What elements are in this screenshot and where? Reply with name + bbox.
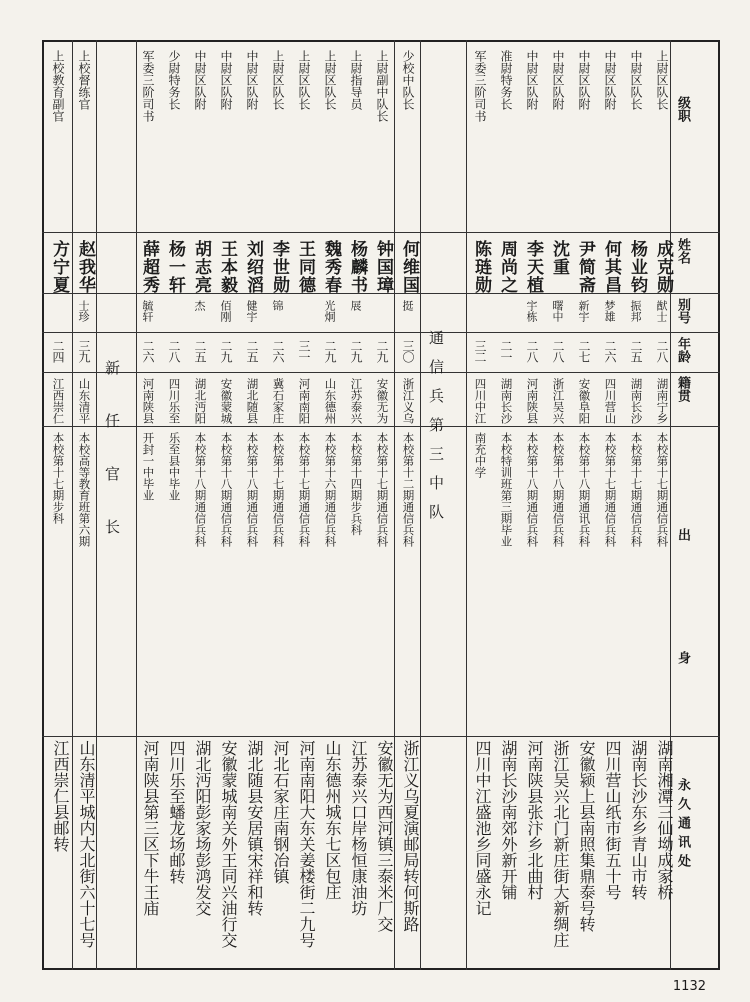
row-13-address: 河南南阳大东关姜楼街二九号 [297,740,316,948]
grid-row-line [42,372,720,373]
row-20-alias: 士珍 [77,300,90,322]
header-age: 年龄 [675,337,690,363]
row-6-age: 二八 [525,340,539,362]
row-21-origin: 本校第十七期步科 [51,432,66,524]
row-4-alias: 新宇 [577,300,590,322]
section-signal-third-company: 通信兵第三中队 [427,330,445,533]
row-3-native: 四川营山 [603,378,618,424]
row-15-age: 二五 [245,340,259,362]
row-12-age: 二九 [323,340,337,362]
row-10-origin: 本校第十七期通信兵科 [375,432,390,547]
row-6-rank: 中尉区队附 [525,50,539,110]
row-8-rank: 军委三阶司书 [473,50,487,122]
row-18-name: 杨一轩 [165,240,185,294]
row-2-rank: 中尉区队长 [629,50,643,110]
grid-row-line [42,332,720,333]
header-name: 姓名 [675,238,690,264]
row-9-origin: 本校第十二期通信兵科 [401,432,416,547]
row-4-address: 安徽颍上县南照集鼎泰号转 [577,740,596,932]
row-1-alias: 猷士 [655,300,668,322]
row-7-name: 周尚之 [497,240,517,294]
row-5-address: 浙江吴兴北门新庄街大新绸庄 [551,740,570,948]
row-14-address: 河北石家庄南钢冶镇 [271,740,290,884]
row-4-name: 尹简斋 [575,240,595,294]
header-address: 永久通讯处 [675,778,690,873]
row-8-native: 四川中江 [473,378,488,424]
row-12-rank: 上尉区队长 [323,50,337,110]
row-14-origin: 本校第十七期通信兵科 [271,432,286,547]
row-14-alias: 锦 [271,300,284,311]
grid-row-line [42,736,720,737]
page-number: 1132 [672,979,706,994]
grid-column-line [96,40,97,970]
row-6-name: 李天植 [523,240,543,294]
row-18-address: 四川乐至蟠龙场邮转 [167,740,186,884]
row-14-rank: 上尉区队长 [271,50,285,110]
row-12-origin: 本校第十六期通信兵科 [323,432,338,547]
row-19-origin: 开封一中毕业 [141,432,156,501]
row-19-native: 河南陕县 [141,378,156,424]
header-native: 籍贯 [675,376,690,402]
row-16-rank: 中尉区队附 [219,50,233,110]
row-6-native: 河南陕县 [525,378,540,424]
row-2-address: 湖南长沙东乡青山市转 [629,740,648,900]
row-3-name: 何其昌 [601,240,621,294]
row-9-age: 三〇 [401,340,415,362]
row-17-rank: 中尉区队附 [193,50,207,110]
row-15-native: 湖北随县 [245,378,260,424]
row-3-alias: 梦雄 [603,300,616,322]
row-15-rank: 中尉区队附 [245,50,259,110]
row-9-rank: 少校中队长 [401,50,415,110]
row-13-rank: 上尉区队长 [297,50,311,110]
row-21-address: 江西崇仁县邮转 [51,740,70,852]
row-12-name: 魏秀春 [321,240,341,294]
row-4-origin: 本校第十八期通讯兵科 [577,432,592,547]
row-11-address: 江苏泰兴口岸杨恒康油坊 [349,740,368,916]
row-10-rank: 上尉副中队长 [375,50,389,122]
row-15-address: 湖北随县安居镇宋祥和转 [245,740,264,916]
row-16-alias: 佰刚 [219,300,232,322]
row-18-origin: 乐至县中毕业 [167,432,182,501]
row-20-rank: 上校督练官 [77,50,91,110]
row-16-name: 王本毅 [217,240,237,294]
row-17-age: 二五 [193,340,207,362]
row-5-native: 浙江吴兴 [551,378,566,424]
row-2-alias: 振邦 [629,300,642,322]
row-18-age: 二八 [167,340,181,362]
row-15-name: 刘绍滔 [243,240,263,294]
row-2-age: 二五 [629,340,643,362]
row-19-alias: 毓轩 [141,300,154,322]
grid-column-line [72,40,73,970]
row-17-native: 湖北沔阳 [193,378,208,424]
row-6-address: 河南陕县张汴乡北曲村 [525,740,544,900]
row-3-address: 四川营山纸市街五十号 [603,740,622,900]
grid-row-line [42,232,720,233]
row-19-address: 河南陕县第三区下牛王庙 [141,740,160,916]
grid-column-line [466,40,467,970]
row-10-native: 安徽无为 [375,378,390,424]
row-10-address: 安徽无为西河镇三泰米厂交 [375,740,394,932]
row-11-alias: 展 [349,300,362,311]
row-13-name: 王同德 [295,240,315,294]
row-1-origin: 本校第十七期通信兵科 [655,432,670,547]
row-17-address: 湖北沔阳彭家场彭鸿发交 [193,740,212,916]
row-4-rank: 中尉区队附 [577,50,591,110]
grid-column-line [420,40,421,970]
row-9-name: 何维国 [399,240,419,294]
row-8-name: 陈琏勋 [471,240,491,294]
row-5-age: 二八 [551,340,565,362]
row-1-address: 湖南湘潭三仙坳成家桥 [655,740,674,900]
row-20-address: 山东清平城内大北街六十七号 [77,740,96,948]
row-8-address: 四川中江盛池乡同盛永记 [473,740,492,916]
row-5-rank: 中尉区队附 [551,50,565,110]
row-12-address: 山东德州城东七区包庄 [323,740,342,900]
row-10-name: 钟国璋 [373,240,393,294]
row-6-alias: 宇栋 [525,300,538,322]
row-20-native: 山东清平 [77,378,92,424]
row-11-origin: 本校第十四期步兵科 [349,432,364,536]
row-20-name: 赵我华 [75,240,95,294]
row-12-alias: 光炯 [323,300,336,322]
row-20-age: 三九 [77,340,91,362]
row-16-origin: 本校第十八期通信兵科 [219,432,234,547]
row-15-origin: 本校第十八期通信兵科 [245,432,260,547]
row-13-native: 河南南阳 [297,378,312,424]
row-15-alias: 健宇 [245,300,258,322]
row-12-native: 山东德州 [323,378,338,424]
row-21-native: 江西崇仁 [51,378,66,424]
grid-row-line [42,426,720,427]
row-7-address: 湖南长沙南郊外新开铺 [499,740,518,900]
row-5-alias: 曙中 [551,300,564,322]
header-rank: 级职 [675,96,690,122]
row-3-rank: 中尉区队附 [603,50,617,110]
row-7-native: 湖南长沙 [499,378,514,424]
row-16-native: 安徽蒙城 [219,378,234,424]
row-18-rank: 少尉特务长 [167,50,181,110]
row-14-native: 冀石家庄 [271,378,286,424]
row-9-native: 浙江义乌 [401,378,416,424]
row-3-age: 二六 [603,340,617,362]
row-8-origin: 南充中学 [473,432,488,478]
row-11-native: 江苏泰兴 [349,378,364,424]
row-17-alias: 杰 [193,300,206,311]
row-5-origin: 本校第十八期通信兵科 [551,432,566,547]
row-11-age: 二九 [349,340,363,362]
row-21-name: 方宁夏 [49,240,69,294]
row-14-age: 二六 [271,340,285,362]
section-new-officers: 新任官长 [103,360,121,572]
row-8-age: 三二 [473,340,487,362]
row-7-rank: 准尉特务长 [499,50,513,110]
row-19-rank: 军委三阶司书 [141,50,155,122]
row-11-rank: 上尉指导员 [349,50,363,110]
row-1-rank: 上尉区队长 [655,50,669,110]
row-4-age: 二七 [577,340,591,362]
row-21-age: 二四 [51,340,65,362]
row-19-name: 薛超秀 [139,240,159,294]
row-4-native: 安徽阜阳 [577,378,592,424]
grid-column-line [136,40,137,970]
row-18-native: 四川乐至 [167,378,182,424]
row-13-age: 三一 [297,340,311,362]
grid-column-line [394,40,395,970]
row-9-address: 浙江义乌夏演邮局转何斯路 [401,740,420,932]
row-16-age: 二九 [219,340,233,362]
row-7-origin: 本校特训班第三期毕业 [499,432,514,547]
row-21-rank: 上校教育副官 [51,50,65,122]
header-origin: 出身 [675,528,690,774]
row-2-origin: 本校第十七期通信兵科 [629,432,644,547]
row-9-alias: 挺 [401,300,414,311]
header-alias: 别号 [675,298,690,324]
row-1-age: 二八 [655,340,669,362]
row-17-name: 胡志亮 [191,240,211,294]
row-11-name: 杨麟书 [347,240,367,294]
row-10-age: 二九 [375,340,389,362]
row-16-address: 安徽蒙城南关外王同兴油行交 [219,740,238,948]
row-13-origin: 本校第十七期通信兵科 [297,432,312,547]
row-17-origin: 本校第十八期通信兵科 [193,432,208,547]
row-20-origin: 本校高等教育班第六期 [77,432,92,547]
row-2-native: 湖南长沙 [629,378,644,424]
row-2-name: 杨业钧 [627,240,647,294]
row-1-name: 成克勋 [653,240,673,294]
row-6-origin: 本校第十八期通信兵科 [525,432,540,547]
row-7-age: 二一 [499,340,513,362]
row-5-name: 沈重 [549,240,569,276]
row-3-origin: 本校第十七期通信兵科 [603,432,618,547]
row-14-name: 李世勋 [269,240,289,294]
row-1-native: 湖南宁乡 [655,378,670,424]
row-19-age: 二六 [141,340,155,362]
